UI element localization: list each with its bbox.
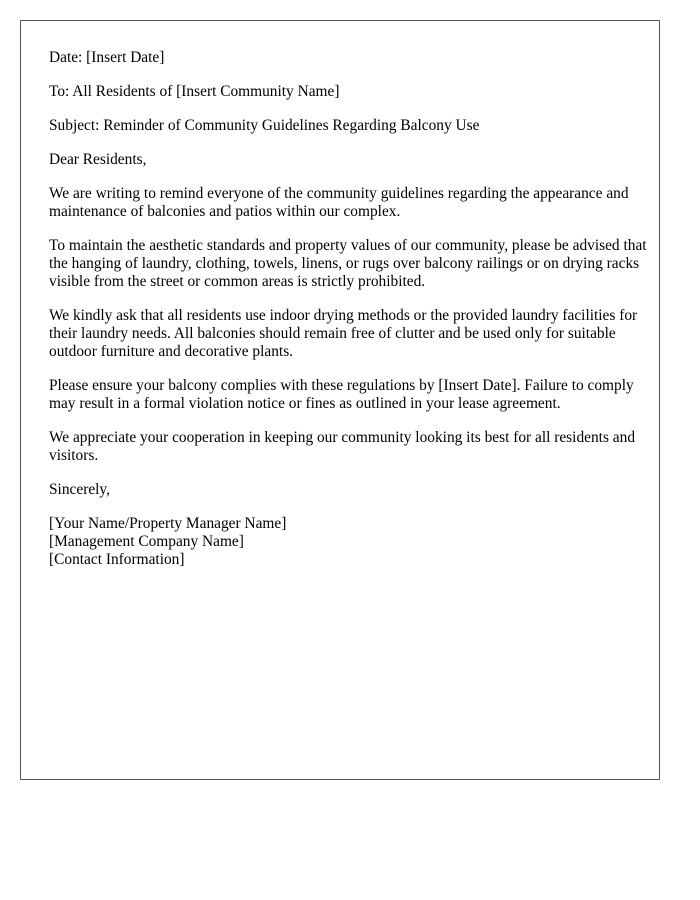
signature-name: [Your Name/Property Manager Name] (49, 515, 287, 532)
signature-contact: [Contact Information] (49, 551, 185, 568)
letter-page (20, 20, 660, 780)
paragraph-deadline: Please ensure your balcony complies with these regulations by [Insert Date]. Failure to comply may result in a formal violation notice or fines as outlined in your lease agreement. (49, 377, 634, 412)
paragraph-appreciation: We appreciate your cooperation in keeping our community looking its best for all residents and visitors. (49, 429, 636, 464)
letter-body (49, 49, 649, 569)
letter-date: Date: [Insert Date] (49, 49, 165, 66)
paragraph-request: We kindly ask that all residents use indoor drying methods or the provided laundry facilities for their laundry needs. All balconies should remain free of clutter and be used only for suitable outdoor furniture and decorative plants. (49, 307, 638, 360)
paragraph-intro: We are writing to remind everyone of the community guidelines regarding the appearance and maintenance of balconies and patios within our complex. (49, 185, 629, 220)
signature-company: [Management Company Name] (49, 533, 244, 550)
letter-subject: Subject: Reminder of Community Guidelines Regarding Balcony Use (49, 117, 480, 134)
letter-closing: Sincerely, (49, 481, 110, 498)
signature-block (49, 515, 649, 569)
paragraph-prohibition: To maintain the aesthetic standards and property values of our community, please be advised that the hanging of laundry, clothing, towels, linens, or rugs over balcony railings or on drying racks visible from the street or common areas is strictly prohibited. (49, 237, 647, 290)
letter-salutation: Dear Residents, (49, 151, 147, 168)
letter-recipient: To: All Residents of [Insert Community Name] (49, 83, 340, 100)
